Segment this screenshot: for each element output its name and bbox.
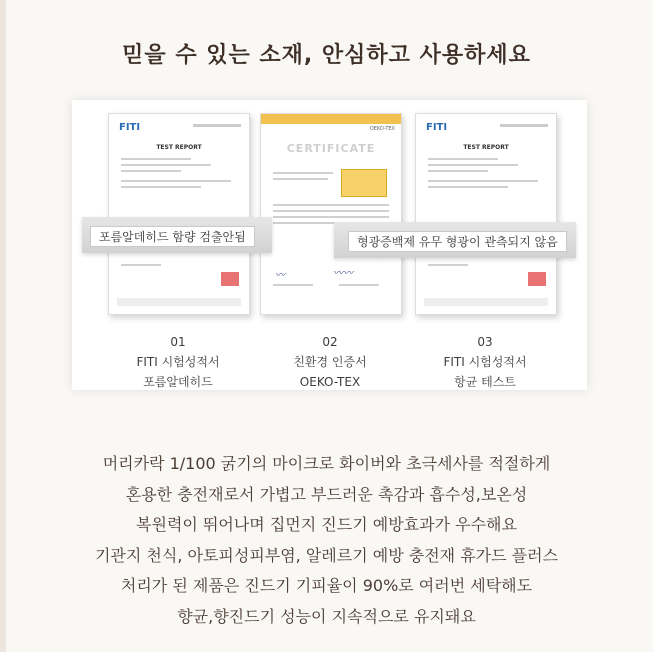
caption-document-3 bbox=[415, 332, 555, 392]
fiti-logo: FITI bbox=[119, 122, 141, 133]
description-line: 향균,향진드기 성능이 지속적으로 유지돼요 bbox=[177, 606, 476, 626]
caption-subtitle: 항균 테스트 bbox=[454, 375, 516, 389]
text-line bbox=[428, 186, 508, 188]
description-paragraph bbox=[0, 449, 653, 632]
stamp-icon bbox=[528, 272, 546, 286]
text-line bbox=[428, 164, 518, 166]
test-report-document-antibacterial bbox=[415, 113, 557, 315]
report-title: TEST REPORT bbox=[156, 144, 202, 151]
text-line bbox=[121, 158, 191, 160]
certificate-logo: OEKO-TEX bbox=[369, 126, 395, 132]
text-line bbox=[273, 216, 389, 218]
text-line bbox=[121, 180, 231, 182]
text-line bbox=[121, 186, 201, 188]
oeko-tex-label-icon bbox=[341, 169, 387, 197]
caption-document-1 bbox=[108, 332, 248, 392]
oeko-tex-certificate-document bbox=[260, 113, 402, 315]
certificate-header-band bbox=[261, 114, 401, 124]
test-report-document-formaldehyde bbox=[108, 113, 250, 315]
text-line bbox=[273, 172, 333, 174]
banner-label: 포름알데히드 함량 검출안됨 bbox=[90, 226, 255, 247]
text-line bbox=[273, 204, 389, 206]
signature-icon: 〰〰 bbox=[333, 268, 353, 279]
signature-icon: 〰 bbox=[275, 270, 285, 281]
caption-number: 03 bbox=[477, 335, 493, 349]
text-line bbox=[428, 158, 498, 160]
fiti-logo: FITI bbox=[426, 122, 448, 133]
description-line: 기관지 천식, 아토피성피부염, 알레르기 예방 충전재 휴가드 플러스 bbox=[94, 545, 559, 565]
text-line bbox=[121, 164, 211, 166]
certificate-title: CERTIFICATE bbox=[286, 142, 376, 155]
text-line bbox=[339, 284, 379, 286]
text-line bbox=[428, 264, 468, 266]
caption-number: 02 bbox=[322, 335, 338, 349]
document-footer bbox=[117, 298, 241, 306]
caption-number: 01 bbox=[170, 335, 186, 349]
description-line: 머리카락 1/100 굵기의 마이크로 화이버와 초극세사를 적절하게 bbox=[102, 454, 551, 473]
caption-title: 친환경 인증서 bbox=[293, 355, 367, 369]
text-line bbox=[121, 264, 161, 266]
report-code-line bbox=[193, 124, 241, 127]
text-line bbox=[273, 210, 389, 212]
report-code-line bbox=[500, 124, 548, 127]
stamp-icon bbox=[221, 272, 239, 286]
caption-title: FITI 시험성적서 bbox=[443, 355, 527, 369]
description-line: 복원력이 뛰어나며 집먼지 진드기 예방효과가 우수해요 bbox=[136, 515, 517, 534]
banner-label: 형광증백제 유무 형광이 관측되지 않음 bbox=[348, 231, 567, 252]
description-line: 처리가 된 제품은 진드기 기피율이 90%로 여러번 세탁해도 bbox=[120, 576, 533, 595]
text-line bbox=[121, 170, 181, 172]
highlight-banner-fluorescent bbox=[334, 222, 576, 258]
highlight-banner-formaldehyde bbox=[82, 217, 272, 253]
text-line bbox=[428, 180, 538, 182]
text-line bbox=[273, 284, 313, 286]
caption-subtitle: OEKO-TEX bbox=[299, 375, 361, 389]
description-line: 혼용한 충전재로서 가볍고 부드러운 촉감과 흡수성,보온성 bbox=[125, 484, 528, 504]
caption-subtitle: 포름알데히드 bbox=[143, 375, 213, 389]
caption-title: FITI 시험성적서 bbox=[136, 355, 220, 369]
certificates-panel bbox=[72, 100, 587, 390]
document-footer bbox=[424, 298, 548, 306]
caption-document-2 bbox=[260, 332, 400, 392]
page-title: 믿을 수 있는 소재, 안심하고 사용하세요 bbox=[122, 43, 531, 68]
report-title: TEST REPORT bbox=[463, 144, 509, 151]
text-line bbox=[428, 170, 488, 172]
text-line bbox=[273, 178, 328, 180]
